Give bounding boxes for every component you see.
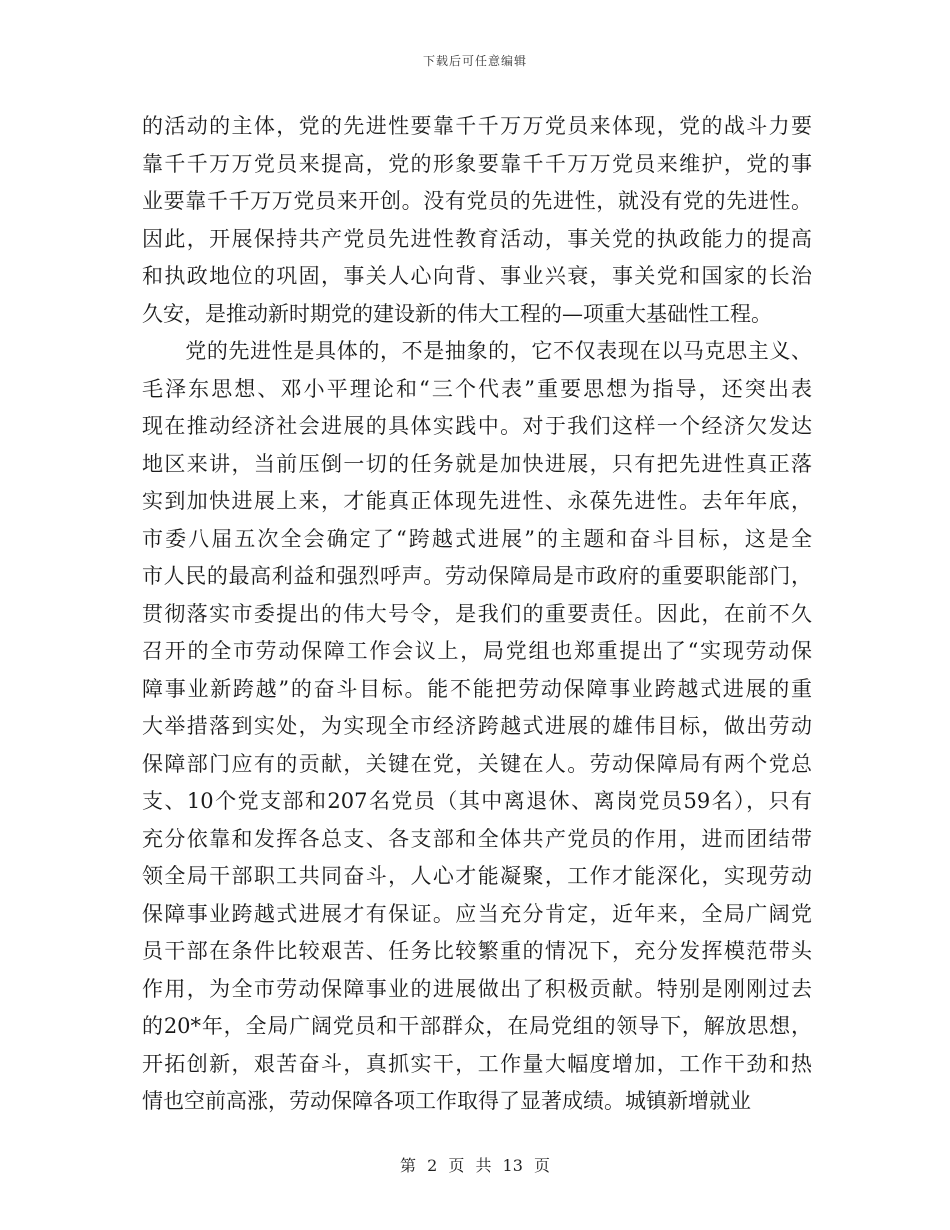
text-line: 障事业新跨越”的奋斗目标。能不能把劳动保障事业跨越式进展的重	[142, 676, 812, 701]
text-line: 久安，是推动新时期党的建设新的伟大工程的—项重大基础性工程。	[142, 301, 772, 326]
text-line: 充分依靠和发挥各总支、各支部和全体共产党员的作用，进而团结带	[142, 826, 812, 851]
text-line: 召开的全市劳动保障工作会议上，局党组也郑重提出了“实现劳动保	[142, 639, 812, 663]
text-line: 党的先进性是具体的，不是抽象的，它不仅表现在以马克思主义、	[142, 339, 812, 363]
text-line: 毛泽东思想、邓小平理论和“三个代表”重要思想为指导，还突出表	[142, 376, 812, 401]
text-line: 员干部在条件比较艰苦、任务比较繁重的情况下，充分发挥模范带头	[142, 939, 812, 963]
text-line: 保障事业跨越式进展才有保证。应当充分肯定，近年来，全局广阔党	[142, 901, 812, 926]
text-line: 市委八届五次全会确定了“跨越式进展”的主题和奋斗目标，这是全	[142, 526, 812, 551]
text-line: 靠千千万万党员来提高，党的形象要靠千千万万党员来维护，党的事	[142, 151, 812, 176]
text-line: 因此，开展保持共产党员先进性教育活动，事关党的执政能力的提高	[142, 226, 812, 251]
text-line: 保障部门应有的贡献，关键在党，关键在人。劳动保障局有两个党总	[142, 751, 812, 776]
text-line: 支、10个党支部和207名党员（其中离退休、离岗党员59名），只有	[142, 789, 812, 813]
page-header: 下载后可任意编辑	[422, 54, 527, 68]
text-line: 业要靠千千万万党员来开创。没有党员的先进性，就没有党的先进性。	[142, 189, 812, 213]
text-line: 作用，为全市劳动保障事业的进展做出了积极贡献。特别是刚刚过去	[142, 976, 812, 1001]
text-line: 领全局干部职工共同奋斗，人心才能凝聚，工作才能深化，实现劳动	[142, 864, 812, 888]
text-line: 市人民的最高利益和强烈呼声。劳动保障局是市政府的重要职能部门，	[142, 564, 812, 588]
text-line: 的活动的主体，党的先进性要靠千千万万党员来体现，党的战斗力要	[142, 114, 812, 138]
text-line: 实到加快进展上来，才能真正体现先进性、永葆先进性。去年年底，	[142, 489, 812, 513]
text-line: 情也空前高涨，劳动保障各项工作取得了显著成绩。城镇新增就业	[142, 1089, 751, 1113]
text-line: 地区来讲，当前压倒一切的任务就是加快进展，只有把先进性真正落	[142, 451, 812, 476]
text-line: 和执政地位的巩固，事关人心向背、事业兴衰，事关党和国家的长治	[142, 264, 812, 288]
paragraph-2	[142, 333, 812, 1121]
text-line: 贯彻落实市委提出的伟大号令，是我们的重要责任。因此，在前不久	[142, 601, 812, 626]
text-line: 大举措落到实处，为实现全市经济跨越式进展的雄伟目标，做出劳动	[142, 714, 812, 738]
text-line: 开拓创新，艰苦奋斗，真抓实干，工作量大幅度增加，工作干劲和热	[142, 1051, 812, 1076]
text-line: 的20*年，全局广阔党员和干部群众，在局党组的领导下，解放思想，	[142, 1014, 812, 1038]
page-footer: 第 2 页 共 13 页	[400, 1156, 550, 1175]
paragraph-1	[142, 108, 812, 333]
body-text	[142, 108, 812, 1121]
text-line: 现在推动经济社会进展的具体实践中。对于我们这样一个经济欠发达	[142, 414, 812, 438]
